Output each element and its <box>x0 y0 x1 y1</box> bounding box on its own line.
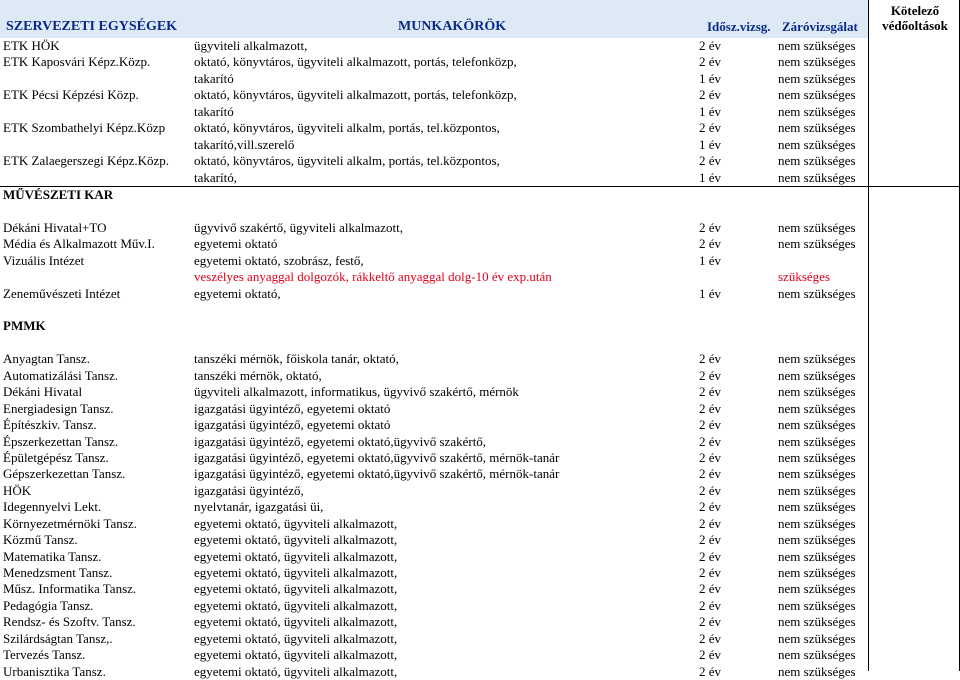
final-exam-cell: nem szükséges <box>778 219 856 235</box>
periodic-exam-cell: 2 év <box>699 219 722 235</box>
periodic-exam-cell: 2 év <box>699 87 722 103</box>
final-exam-cell: nem szükséges <box>778 54 856 70</box>
table-row <box>0 549 960 565</box>
table-row <box>0 38 960 54</box>
table-row <box>0 351 960 367</box>
job-cell: egyetemi oktató, ügyviteli alkalmazott, <box>194 647 398 663</box>
periodic-exam-cell: 2 év <box>699 499 722 515</box>
header-unit: SZERVEZETI EGYSÉGEK <box>6 19 178 34</box>
table-row <box>0 647 960 663</box>
final-exam-cell: nem szükséges <box>778 70 856 86</box>
periodic-exam-cell: 1 év <box>699 252 722 268</box>
unit-cell: Idegennyelvi Lekt. <box>3 499 102 515</box>
header-vaccinations-line2: védőoltások <box>882 18 948 33</box>
periodic-exam-cell: 2 év <box>699 417 722 433</box>
final-exam-cell: nem szükséges <box>778 433 856 449</box>
unit-cell: Matematika Tansz. <box>3 548 102 564</box>
job-cell: oktató, könyvtáros, ügyviteli alkalm, portás, tel.központos, <box>194 153 500 169</box>
table-row <box>0 236 960 252</box>
header-vaccinations-line1: Kötelező <box>890 3 940 18</box>
periodic-exam-cell: 2 év <box>699 153 722 169</box>
unit-cell: Média és Alkalmazott Műv.I. <box>3 236 155 252</box>
periodic-exam-cell: 2 év <box>699 663 722 679</box>
final-exam-cell: nem szükséges <box>778 565 856 580</box>
final-exam-cell: nem szükséges <box>778 351 856 367</box>
final-exam-cell: nem szükséges <box>778 597 856 613</box>
table-row <box>0 120 960 136</box>
unit-cell: PMMK <box>3 318 46 334</box>
job-cell: egyetemi oktató, ügyviteli alkalmazott, <box>194 532 398 548</box>
unit-cell: Dékáni Hivatal+TO <box>3 219 107 235</box>
table-row <box>0 664 960 680</box>
table-row <box>0 137 960 153</box>
job-cell: tanszéki mérnök, oktató, <box>194 367 322 383</box>
job-cell: oktató, könyvtáros, ügyviteli alkalm, portás, tel.központos, <box>194 120 500 136</box>
table-row <box>0 54 960 70</box>
periodic-exam-cell: 2 év <box>699 433 722 449</box>
periodic-exam-cell: 2 év <box>699 466 722 482</box>
table-row <box>0 581 960 597</box>
unit-cell: Épszerkezettan Tansz. <box>3 433 119 449</box>
unit-cell: Menedzsment Tansz. <box>3 565 113 580</box>
header-job: MUNKAKÖRÖK <box>398 19 507 34</box>
final-exam-cell: nem szükséges <box>778 515 856 531</box>
table-row <box>0 71 960 87</box>
final-exam-cell: nem szükséges <box>778 120 856 136</box>
unit-cell: Urbanisztika Tansz. <box>3 663 106 679</box>
periodic-exam-cell: 2 év <box>699 367 722 383</box>
unit-cell: Rendsz- és Szoftv. Tansz. <box>3 614 136 630</box>
periodic-exam-cell: 2 év <box>699 614 722 630</box>
job-cell: egyetemi oktató, ügyviteli alkalmazott, <box>194 581 398 597</box>
section-heading-row <box>0 187 960 203</box>
table-row <box>0 417 960 433</box>
table-row <box>0 565 960 581</box>
final-exam-cell: nem szükséges <box>778 630 856 646</box>
job-cell: egyetemi oktató, ügyviteli alkalmazott, <box>194 614 398 630</box>
unit-cell: Pedagógia Tansz. <box>3 597 94 613</box>
final-exam-cell: nem szükséges <box>778 614 856 630</box>
section-heading-row <box>0 318 960 334</box>
unit-cell: Környezetmérnöki Tansz. <box>3 515 137 531</box>
unit-cell: Közmű Tansz. <box>3 532 78 548</box>
periodic-exam-cell: 2 év <box>699 647 722 663</box>
unit-cell: Gépszerkezettan Tansz. <box>3 466 126 482</box>
final-exam-cell: nem szükséges <box>778 417 856 433</box>
table-row <box>0 220 960 236</box>
final-exam-cell: szükséges <box>778 269 830 285</box>
job-cell: takarító <box>194 70 234 86</box>
job-cell: egyetemi oktató <box>194 236 278 252</box>
job-cell: igazgatási ügyintéző, egyetemi oktató,ügyvivő szakértő, mérnök-tanár <box>194 449 560 465</box>
periodic-exam-cell: 2 év <box>699 236 722 252</box>
table-row <box>0 516 960 532</box>
table-row <box>0 104 960 120</box>
job-cell: igazgatási ügyintéző, egyetemi oktató,ügyvivő szakértő, <box>194 433 487 449</box>
periodic-exam-cell: 2 év <box>699 400 722 416</box>
table-row <box>0 269 960 285</box>
job-cell: ügyviteli alkalmazott, informatikus, ügyvivő szakértő, mérnök <box>194 384 519 400</box>
final-exam-cell: nem szükséges <box>778 136 856 152</box>
final-exam-cell: nem szükséges <box>778 400 856 416</box>
unit-cell: MŰVÉSZETI KAR <box>3 186 114 202</box>
final-exam-cell: nem szükséges <box>778 532 856 548</box>
table-row <box>0 335 960 351</box>
final-exam-cell: nem szükséges <box>778 236 856 252</box>
periodic-exam-cell: 2 év <box>699 581 722 597</box>
final-exam-cell: nem szükséges <box>778 285 856 301</box>
table-row <box>0 203 960 219</box>
table-row <box>0 499 960 515</box>
table-row <box>0 401 960 417</box>
unit-cell: Építészkiv. Tansz. <box>3 417 97 433</box>
table-row <box>0 170 960 187</box>
periodic-exam-cell: 2 év <box>699 351 722 367</box>
periodic-exam-cell: 2 év <box>699 630 722 646</box>
periodic-exam-cell: 2 év <box>699 54 722 70</box>
unit-cell: Épületgépész Tansz. <box>3 449 109 465</box>
periodic-exam-cell: 1 év <box>699 103 722 119</box>
job-cell: takarító <box>194 103 234 119</box>
table-row <box>0 286 960 302</box>
final-exam-cell: nem szükséges <box>778 663 856 679</box>
job-cell: takarító, <box>194 169 237 185</box>
header-periodic-exam: Idősz.vizsg. <box>707 19 771 34</box>
job-cell: egyetemi oktató, ügyviteli alkalmazott, <box>194 565 398 580</box>
periodic-exam-cell: 2 év <box>699 120 722 136</box>
job-cell: ügyvivő szakértő, ügyviteli alkalmazott, <box>194 219 404 235</box>
unit-cell: Tervezés Tansz. <box>3 647 86 663</box>
table-row <box>0 614 960 630</box>
table-body <box>0 38 960 680</box>
final-exam-cell: nem szükséges <box>778 384 856 400</box>
periodic-exam-cell: 2 év <box>699 384 722 400</box>
periodic-exam-cell: 2 év <box>699 548 722 564</box>
job-cell: igazgatási ügyintéző, egyetemi oktató,ügyvivő szakértő, mérnök-tanár <box>194 466 560 482</box>
job-cell: oktató, könyvtáros, ügyviteli alkalmazott, portás, telefonközp, <box>194 87 517 103</box>
job-cell: takarító,vill.szerelő <box>194 136 295 152</box>
final-exam-cell: nem szükséges <box>778 499 856 515</box>
final-exam-cell: nem szükséges <box>778 548 856 564</box>
unit-cell: Szilárdságtan Tansz,. <box>3 630 113 646</box>
table-row <box>0 631 960 647</box>
unit-cell: Műsz. Informatika Tansz. <box>3 581 137 597</box>
table-row <box>0 466 960 482</box>
table-header <box>0 0 960 38</box>
periodic-exam-cell: 1 év <box>699 169 722 185</box>
unit-cell: Vizuális Intézet <box>3 252 85 268</box>
table-row <box>0 153 960 169</box>
periodic-exam-cell: 2 év <box>699 449 722 465</box>
periodic-exam-cell: 2 év <box>699 482 722 498</box>
final-exam-cell: nem szükséges <box>778 87 856 103</box>
job-cell: veszélyes anyaggal dolgozók, rákkeltő anyaggal dolg-10 év exp.után <box>194 269 552 285</box>
job-cell: igazgatási ügyintéző, egyetemi oktató <box>194 400 391 416</box>
table-row <box>0 450 960 466</box>
unit-cell: ETK Zalaegerszegi Képz.Közp. <box>3 153 170 169</box>
job-cell: nyelvtanár, igazgatási üi, <box>194 499 324 515</box>
job-cell: egyetemi oktató, ügyviteli alkalmazott, <box>194 548 398 564</box>
unit-cell: Automatizálási Tansz. <box>3 367 119 383</box>
table-row <box>0 434 960 450</box>
table-row <box>0 598 960 614</box>
job-cell: egyetemi oktató, ügyviteli alkalmazott, <box>194 515 398 531</box>
final-exam-cell: nem szükséges <box>778 103 856 119</box>
unit-cell: Anyagtan Tansz. <box>3 351 90 367</box>
job-cell: egyetemi oktató, ügyviteli alkalmazott, <box>194 663 398 679</box>
unit-cell: Energiadesign Tansz. <box>3 400 114 416</box>
unit-cell: ETK Pécsi Képzési Közp. <box>3 87 139 103</box>
job-cell: egyetemi oktató, <box>194 285 281 301</box>
job-cell: egyetemi oktató, ügyviteli alkalmazott, <box>194 597 398 613</box>
unit-cell: Dékáni Hivatal <box>3 384 83 400</box>
table-row <box>0 384 960 400</box>
table-row <box>0 368 960 384</box>
final-exam-cell: nem szükséges <box>778 482 856 498</box>
job-cell: igazgatási ügyintéző, egyetemi oktató <box>194 417 391 433</box>
job-cell: egyetemi oktató, ügyviteli alkalmazott, <box>194 630 398 646</box>
periodic-exam-cell: 2 év <box>699 532 722 548</box>
final-exam-cell: nem szükséges <box>778 153 856 169</box>
periodic-exam-cell: 1 év <box>699 136 722 152</box>
table-row <box>0 87 960 103</box>
table-row <box>0 302 960 318</box>
periodic-exam-cell: 1 év <box>699 285 722 301</box>
final-exam-cell: nem szükséges <box>778 466 856 482</box>
table-row <box>0 253 960 269</box>
final-exam-cell: nem szükséges <box>778 449 856 465</box>
final-exam-cell: nem szükséges <box>778 581 856 597</box>
unit-cell: ETK HÖK <box>3 38 60 53</box>
periodic-exam-cell: 2 év <box>699 565 722 580</box>
final-exam-cell: nem szükséges <box>778 38 856 53</box>
table-row <box>0 532 960 548</box>
unit-cell: ETK Szombathelyi Képz.Közp <box>3 120 166 136</box>
periodic-exam-cell: 2 év <box>699 597 722 613</box>
final-exam-cell: nem szükséges <box>778 367 856 383</box>
header-final-exam: Záróvizsgálat <box>782 19 858 34</box>
unit-cell: Zeneművészeti Intézet <box>3 285 121 301</box>
job-cell: tanszéki mérnök, főiskola tanár, oktató, <box>194 351 399 367</box>
periodic-exam-cell: 1 év <box>699 70 722 86</box>
final-exam-cell: nem szükséges <box>778 647 856 663</box>
unit-cell: ETK Kaposvári Képz.Közp. <box>3 54 151 70</box>
unit-cell: HÖK <box>3 482 32 498</box>
job-cell: oktató, könyvtáros, ügyviteli alkalmazott, portás, telefonközp, <box>194 54 517 70</box>
job-cell: egyetemi oktató, szobrász, festő, <box>194 252 364 268</box>
final-exam-cell: nem szükséges <box>778 169 856 185</box>
job-cell: igazgatási ügyintéző, <box>194 482 304 498</box>
periodic-exam-cell: 2 év <box>699 515 722 531</box>
header-vaccinations <box>870 3 960 33</box>
periodic-exam-cell: 2 év <box>699 38 722 53</box>
table-row <box>0 483 960 499</box>
job-cell: ügyviteli alkalmazott, <box>194 38 308 53</box>
